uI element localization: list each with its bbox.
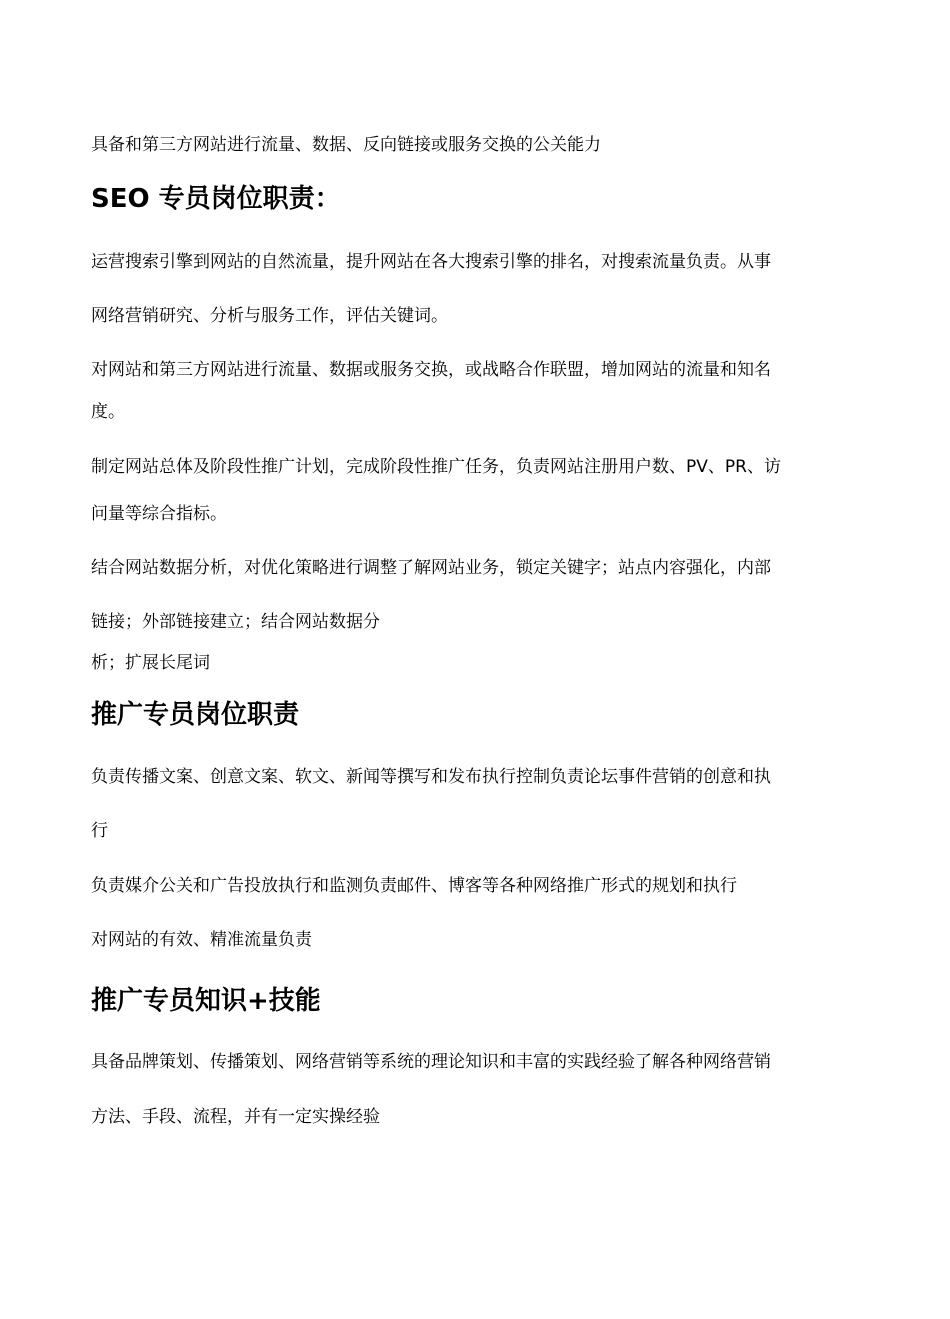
seo-duty-4-line-1: 结合网站数据分析，对优化策略进行调整了解网站业务，锁定关键字；站点内容强化，内部 [91, 558, 771, 578]
seo-duty-2-line-2: 度。 [91, 402, 125, 422]
promo-skill-1-line-2: 方法、手段、流程，并有一定实操经验 [91, 1107, 380, 1127]
seo-duty-4-line-2: 链接；外部链接建立；结合网站数据分 [91, 612, 380, 632]
seo-duty-4-line-3: 析；扩展长尾词 [91, 653, 210, 673]
seo-duty-2-line-1: 对网站和第三方网站进行流量、数据或服务交换，或战略合作联盟，增加网站的流量和知名 [91, 360, 771, 380]
promo-skills-heading: 推广专员知识+技能 [91, 986, 321, 1016]
seo-section-heading: SEO 专员岗位职责： [91, 184, 341, 214]
promo-skill-1-line-1: 具备品牌策划、传播策划、网络营销等系统的理论知识和丰富的实践经验了解各种网络营销 [91, 1052, 771, 1072]
seo-duty-1-line-2: 网络营销研究、分析与服务工作，评估关键词。 [91, 306, 448, 326]
promo-duty-1-line-1: 负责传播文案、创意文案、软文、新闻等撰写和发布执行控制负责论坛事件营销的创意和执 [91, 767, 771, 787]
promo-duties-heading: 推广专员岗位职责 [91, 700, 300, 730]
promo-duty-3-line-1: 对网站的有效、精准流量负责 [91, 930, 312, 950]
intro-text-line: 具备和第三方网站进行流量、数据、反向链接或服务交换的公关能力 [91, 135, 601, 155]
seo-duty-3-line-2: 问量等综合指标。 [91, 504, 227, 524]
promo-duty-2-line-1: 负责媒介公关和广告投放执行和监测负责邮件、博客等各种网络推广形式的规划和执行 [91, 876, 737, 896]
seo-duty-1-line-1: 运营搜索引擎到网站的自然流量，提升网站在各大搜索引擎的排名，对搜索流量负责。从事 [91, 252, 771, 272]
promo-duty-1-line-2: 行 [91, 821, 108, 841]
seo-duty-3-line-1: 制定网站总体及阶段性推广计划，完成阶段性推广任务，负责网站注册用户数、PV、PR、访 [91, 457, 781, 477]
